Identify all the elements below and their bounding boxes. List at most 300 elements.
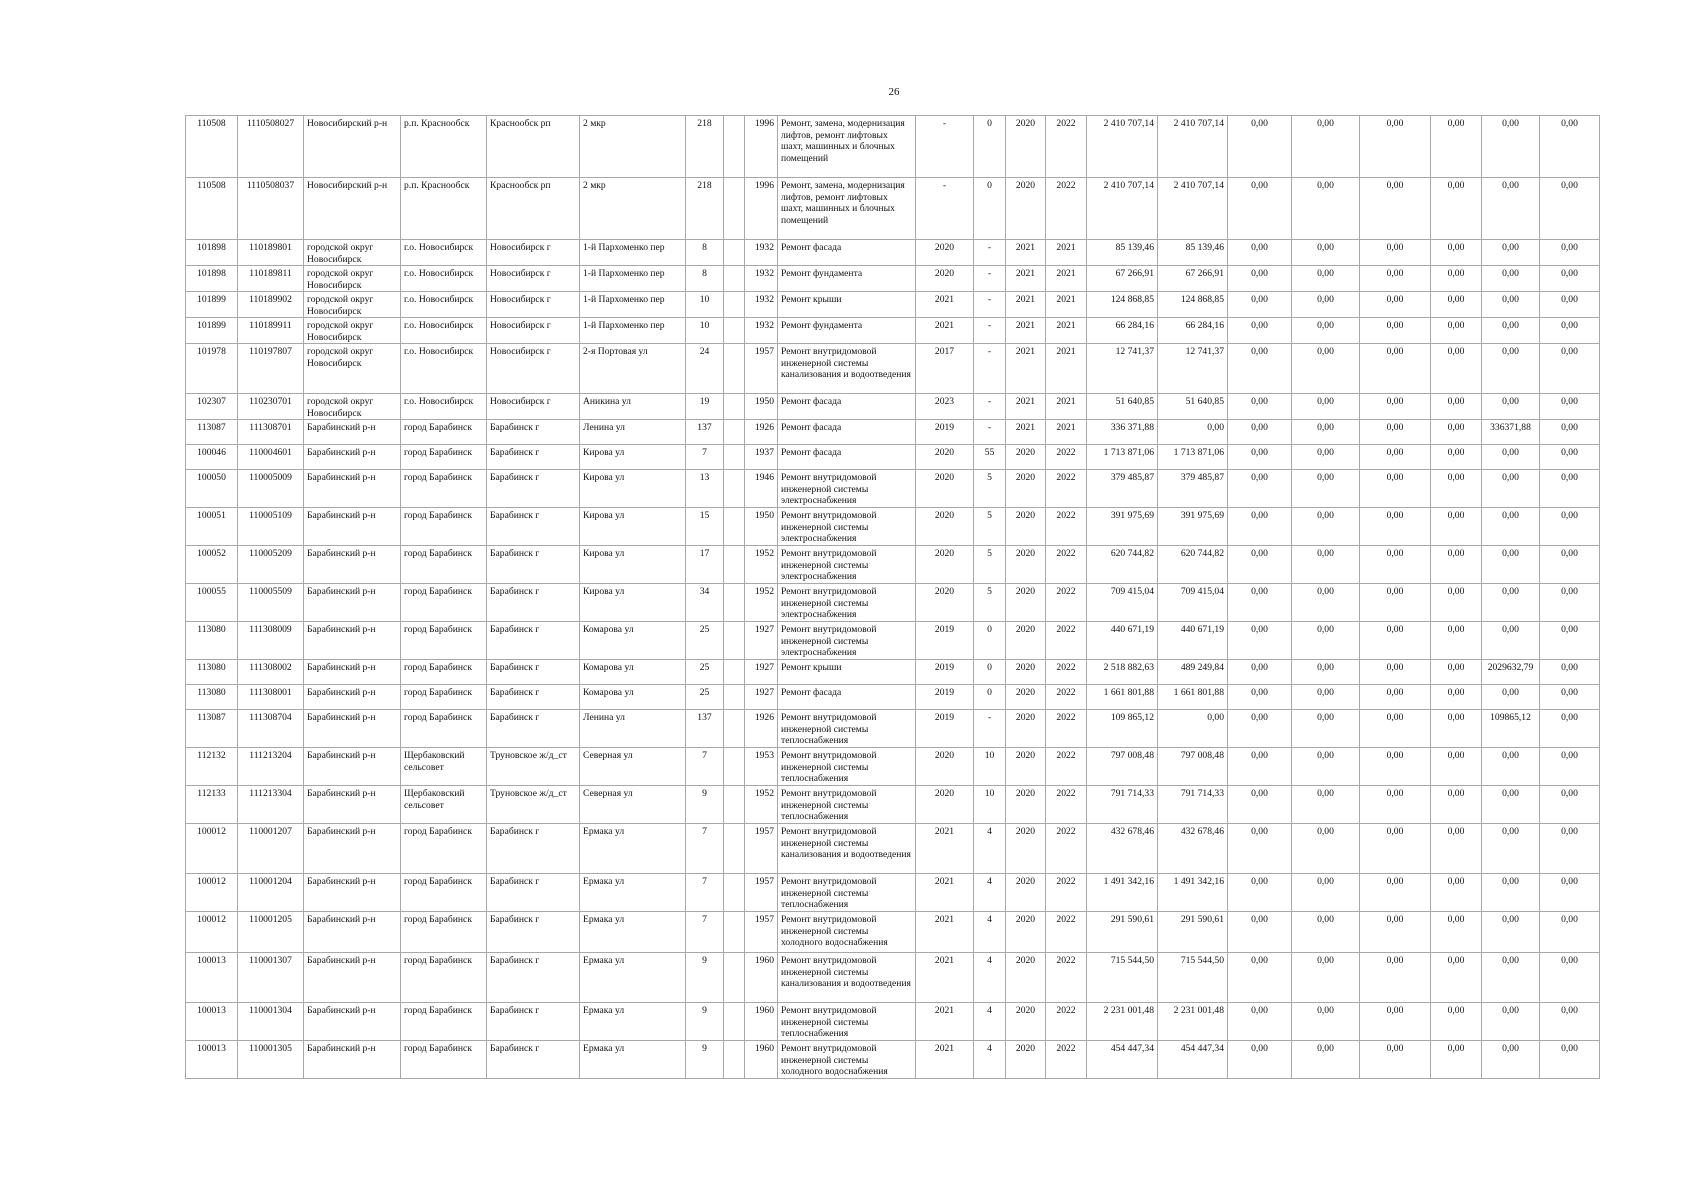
cell-total-cost: 454 447,34 [1087, 1041, 1158, 1079]
cell-municipality: город Барабинск [401, 584, 487, 622]
cell-owners-cost: 0,00 [1431, 660, 1482, 685]
cell-fund-cost: 291 590,61 [1158, 912, 1228, 953]
cell-owners-cost: 0,00 [1431, 445, 1482, 470]
cell-house-code: 100055 [186, 584, 238, 622]
cell-district: Новосибирский р-н [304, 178, 401, 240]
cell-house-number: 25 [686, 685, 724, 710]
cell-wear-percent: - [974, 318, 1006, 344]
cell-other-cost: 0,00 [1482, 178, 1540, 240]
cell-municipality: р.п. Краснообск [401, 116, 487, 178]
cell-federal-cost: 0,00 [1228, 470, 1292, 508]
cell-house-code: 110508 [186, 116, 238, 178]
cell-fund-cost: 1 491 342,16 [1158, 874, 1228, 912]
cell-last-repair-year: 2020 [916, 445, 974, 470]
cell-plan-end-year: 2022 [1046, 445, 1087, 470]
cell-local-cost: 0,00 [1360, 622, 1431, 660]
cell-plan-end-year: 2022 [1046, 622, 1087, 660]
cell-plan-end-year: 2022 [1046, 116, 1087, 178]
cell-other-cost: 0,00 [1482, 266, 1540, 292]
cell-building [724, 710, 745, 748]
cell-plan-end-year: 2022 [1046, 685, 1087, 710]
cell-plan-start-year: 2021 [1006, 344, 1046, 394]
cell-year-built: 1950 [745, 394, 778, 420]
cell-plan-end-year: 2022 [1046, 660, 1087, 685]
cell-municipality: город Барабинск [401, 953, 487, 1003]
cell-house-code: 101899 [186, 292, 238, 318]
cell-object-code: 110001204 [238, 874, 304, 912]
cell-total-cost: 2 410 707,14 [1087, 178, 1158, 240]
cell-district: Барабинский р-н [304, 546, 401, 584]
cell-building [724, 116, 745, 178]
cell-plan-end-year: 2022 [1046, 1041, 1087, 1079]
cell-street: Ермака ул [580, 824, 686, 874]
cell-work-type: Ремонт, замена, модернизация лифтов, ремонт лифтовых шахт, машинных и блочных помещений [778, 178, 916, 240]
cell-street: 1-й Пархоменко пер [580, 292, 686, 318]
cell-object-code: 1110508027 [238, 116, 304, 178]
cell-house-number: 7 [686, 912, 724, 953]
cell-fund-cost: 391 975,69 [1158, 508, 1228, 546]
cell-district: Барабинский р-н [304, 508, 401, 546]
cell-federal-cost: 0,00 [1228, 344, 1292, 394]
cell-year-built: 1927 [745, 660, 778, 685]
cell-district: городской округ Новосибирск [304, 292, 401, 318]
cell-municipality: г.о. Новосибирск [401, 344, 487, 394]
cell-fund-cost: 66 284,16 [1158, 318, 1228, 344]
table-row [186, 470, 1600, 508]
cell-locality: Краснообск рп [487, 116, 580, 178]
cell-work-type: Ремонт внутридомовой инженерной системы теплоснабжения [778, 710, 916, 748]
cell-locality: Барабинск г [487, 508, 580, 546]
cell-municipality: г.о. Новосибирск [401, 394, 487, 420]
cell-other-cost: 0,00 [1482, 445, 1540, 470]
cell-regional-cost: 0,00 [1292, 470, 1360, 508]
cell-owners-cost: 0,00 [1431, 685, 1482, 710]
cell-year-built: 1957 [745, 874, 778, 912]
cell-district: Барабинский р-н [304, 710, 401, 748]
cell-wear-percent: 10 [974, 786, 1006, 824]
cell-regional-cost: 0,00 [1292, 622, 1360, 660]
cell-regional-cost: 0,00 [1292, 912, 1360, 953]
cell-street: Ермака ул [580, 1041, 686, 1079]
cell-last-repair-year: 2023 [916, 394, 974, 420]
cell-fund-cost: 791 714,33 [1158, 786, 1228, 824]
cell-fund-cost: 85 139,46 [1158, 240, 1228, 266]
cell-total-cost: 440 671,19 [1087, 622, 1158, 660]
cell-street: Ермака ул [580, 1003, 686, 1041]
cell-local-cost: 0,00 [1360, 748, 1431, 786]
cell-total-cost: 620 744,82 [1087, 546, 1158, 584]
cell-last-repair-year: 2020 [916, 240, 974, 266]
cell-local-cost: 0,00 [1360, 1003, 1431, 1041]
cell-district: Барабинский р-н [304, 748, 401, 786]
cell-house-number: 9 [686, 953, 724, 1003]
cell-other-cost: 0,00 [1482, 116, 1540, 178]
cell-total-cost: 1 491 342,16 [1087, 874, 1158, 912]
cell-locality: Труновское ж/д_ст [487, 786, 580, 824]
cell-local-cost: 0,00 [1360, 344, 1431, 394]
cell-fund-cost: 709 415,04 [1158, 584, 1228, 622]
cell-building [724, 266, 745, 292]
cell-object-code: 110189911 [238, 318, 304, 344]
cell-locality: Новосибирск г [487, 266, 580, 292]
cell-federal-cost: 0,00 [1228, 824, 1292, 874]
cell-wear-percent: 55 [974, 445, 1006, 470]
cell-total-cost: 2 518 882,63 [1087, 660, 1158, 685]
cell-fund-cost: 12 741,37 [1158, 344, 1228, 394]
cell-local-cost: 0,00 [1360, 178, 1431, 240]
cell-object-code: 110005509 [238, 584, 304, 622]
cell-total-cost: 709 415,04 [1087, 584, 1158, 622]
cell-locality: Барабинск г [487, 953, 580, 1003]
cell-district: Барабинский р-н [304, 874, 401, 912]
cell-wear-percent: 4 [974, 874, 1006, 912]
cell-last-repair-year: 2020 [916, 470, 974, 508]
cell-building [724, 470, 745, 508]
cell-district: городской округ Новосибирск [304, 394, 401, 420]
cell-owners-cost: 0,00 [1431, 394, 1482, 420]
cell-owners-cost: 0,00 [1431, 874, 1482, 912]
cell-owners-cost: 0,00 [1431, 748, 1482, 786]
cell-house-code: 101898 [186, 266, 238, 292]
cell-regional-cost: 0,00 [1292, 546, 1360, 584]
cell-last-repair-year: 2021 [916, 912, 974, 953]
cell-work-type: Ремонт внутридомовой инженерной системы теплоснабжения [778, 786, 916, 824]
cell-street: Комарова ул [580, 685, 686, 710]
cell-federal-cost: 0,00 [1228, 394, 1292, 420]
cell-extra-cost: 0,00 [1540, 1003, 1600, 1041]
cell-municipality: город Барабинск [401, 874, 487, 912]
table-row [186, 912, 1600, 953]
table-row [186, 786, 1600, 824]
cell-wear-percent: 5 [974, 546, 1006, 584]
cell-wear-percent: 4 [974, 1041, 1006, 1079]
cell-total-cost: 51 640,85 [1087, 394, 1158, 420]
cell-building [724, 660, 745, 685]
cell-house-code: 100050 [186, 470, 238, 508]
cell-work-type: Ремонт внутридомовой инженерной системы теплоснабжения [778, 748, 916, 786]
cell-last-repair-year: 2021 [916, 292, 974, 318]
cell-building [724, 1003, 745, 1041]
cell-wear-percent: - [974, 344, 1006, 394]
cell-municipality: город Барабинск [401, 546, 487, 584]
cell-object-code: 111308009 [238, 622, 304, 660]
cell-total-cost: 797 008,48 [1087, 748, 1158, 786]
cell-federal-cost: 0,00 [1228, 420, 1292, 445]
cell-total-cost: 66 284,16 [1087, 318, 1158, 344]
cell-work-type: Ремонт внутридомовой инженерной системы электроснабжения [778, 622, 916, 660]
cell-regional-cost: 0,00 [1292, 292, 1360, 318]
cell-building [724, 546, 745, 584]
cell-work-type: Ремонт фасада [778, 240, 916, 266]
cell-year-built: 1932 [745, 266, 778, 292]
cell-house-code: 100013 [186, 953, 238, 1003]
cell-street: Ленина ул [580, 420, 686, 445]
cell-district: Барабинский р-н [304, 1041, 401, 1079]
cell-locality: Барабинск г [487, 685, 580, 710]
cell-municipality: город Барабинск [401, 420, 487, 445]
cell-other-cost: 0,00 [1482, 622, 1540, 660]
cell-object-code: 110189902 [238, 292, 304, 318]
cell-last-repair-year: - [916, 178, 974, 240]
cell-local-cost: 0,00 [1360, 584, 1431, 622]
cell-local-cost: 0,00 [1360, 824, 1431, 874]
cell-work-type: Ремонт фундамента [778, 318, 916, 344]
cell-owners-cost: 0,00 [1431, 470, 1482, 508]
cell-federal-cost: 0,00 [1228, 178, 1292, 240]
table-row [186, 660, 1600, 685]
cell-regional-cost: 0,00 [1292, 318, 1360, 344]
cell-wear-percent: 4 [974, 953, 1006, 1003]
cell-federal-cost: 0,00 [1228, 584, 1292, 622]
cell-object-code: 1110508037 [238, 178, 304, 240]
cell-owners-cost: 0,00 [1431, 318, 1482, 344]
table-row [186, 685, 1600, 710]
cell-object-code: 110001205 [238, 912, 304, 953]
cell-locality: Барабинск г [487, 660, 580, 685]
cell-plan-start-year: 2020 [1006, 786, 1046, 824]
cell-owners-cost: 0,00 [1431, 1041, 1482, 1079]
cell-house-code: 100052 [186, 546, 238, 584]
cell-plan-end-year: 2021 [1046, 344, 1087, 394]
cell-extra-cost: 0,00 [1540, 116, 1600, 178]
cell-wear-percent: 0 [974, 685, 1006, 710]
cell-house-code: 100013 [186, 1003, 238, 1041]
cell-plan-start-year: 2020 [1006, 748, 1046, 786]
cell-plan-end-year: 2022 [1046, 953, 1087, 1003]
cell-last-repair-year: 2020 [916, 748, 974, 786]
cell-year-built: 1927 [745, 622, 778, 660]
cell-work-type: Ремонт фасада [778, 445, 916, 470]
cell-street: Кирова ул [580, 470, 686, 508]
cell-street: Кирова ул [580, 508, 686, 546]
cell-fund-cost: 1 661 801,88 [1158, 685, 1228, 710]
cell-regional-cost: 0,00 [1292, 660, 1360, 685]
cell-regional-cost: 0,00 [1292, 584, 1360, 622]
cell-regional-cost: 0,00 [1292, 685, 1360, 710]
cell-fund-cost: 715 544,50 [1158, 953, 1228, 1003]
cell-year-built: 1960 [745, 1003, 778, 1041]
cell-other-cost: 0,00 [1482, 508, 1540, 546]
cell-fund-cost: 379 485,87 [1158, 470, 1228, 508]
cell-wear-percent: - [974, 420, 1006, 445]
cell-fund-cost: 797 008,48 [1158, 748, 1228, 786]
cell-house-number: 15 [686, 508, 724, 546]
cell-extra-cost: 0,00 [1540, 660, 1600, 685]
cell-year-built: 1950 [745, 508, 778, 546]
cell-house-number: 9 [686, 1003, 724, 1041]
cell-local-cost: 0,00 [1360, 266, 1431, 292]
cell-federal-cost: 0,00 [1228, 508, 1292, 546]
cell-house-number: 8 [686, 266, 724, 292]
cell-wear-percent: 0 [974, 622, 1006, 660]
cell-other-cost: 0,00 [1482, 584, 1540, 622]
cell-house-number: 9 [686, 1041, 724, 1079]
cell-locality: Краснообск рп [487, 178, 580, 240]
cell-object-code: 110005009 [238, 470, 304, 508]
cell-district: городской округ Новосибирск [304, 318, 401, 344]
table-row [186, 953, 1600, 1003]
cell-district: Барабинский р-н [304, 622, 401, 660]
cell-owners-cost: 0,00 [1431, 178, 1482, 240]
cell-building [724, 685, 745, 710]
cell-house-code: 113087 [186, 420, 238, 445]
cell-house-code: 110508 [186, 178, 238, 240]
cell-last-repair-year: 2020 [916, 786, 974, 824]
cell-plan-end-year: 2021 [1046, 318, 1087, 344]
cell-wear-percent: 10 [974, 748, 1006, 786]
cell-locality: Новосибирск г [487, 394, 580, 420]
cell-house-code: 101978 [186, 344, 238, 394]
cell-plan-start-year: 2020 [1006, 912, 1046, 953]
cell-house-number: 10 [686, 292, 724, 318]
cell-house-number: 7 [686, 824, 724, 874]
cell-last-repair-year: 2020 [916, 266, 974, 292]
cell-locality: Барабинск г [487, 546, 580, 584]
cell-wear-percent: 5 [974, 470, 1006, 508]
cell-local-cost: 0,00 [1360, 1041, 1431, 1079]
cell-total-cost: 12 741,37 [1087, 344, 1158, 394]
cell-other-cost: 0,00 [1482, 394, 1540, 420]
cell-federal-cost: 0,00 [1228, 710, 1292, 748]
cell-municipality: г.о. Новосибирск [401, 266, 487, 292]
cell-total-cost: 1 713 871,06 [1087, 445, 1158, 470]
cell-regional-cost: 0,00 [1292, 116, 1360, 178]
cell-federal-cost: 0,00 [1228, 318, 1292, 344]
cell-local-cost: 0,00 [1360, 710, 1431, 748]
cell-plan-start-year: 2021 [1006, 420, 1046, 445]
cell-work-type: Ремонт внутридомовой инженерной системы теплоснабжения [778, 1003, 916, 1041]
cell-district: Барабинский р-н [304, 660, 401, 685]
cell-fund-cost: 124 868,85 [1158, 292, 1228, 318]
cell-regional-cost: 0,00 [1292, 178, 1360, 240]
cell-extra-cost: 0,00 [1540, 546, 1600, 584]
cell-total-cost: 124 868,85 [1087, 292, 1158, 318]
table-row [186, 116, 1600, 178]
cell-year-built: 1957 [745, 912, 778, 953]
cell-work-type: Ремонт, замена, модернизация лифтов, ремонт лифтовых шахт, машинных и блочных помещений [778, 116, 916, 178]
cell-fund-cost: 0,00 [1158, 710, 1228, 748]
cell-plan-start-year: 2021 [1006, 318, 1046, 344]
cell-district: Барабинский р-н [304, 420, 401, 445]
cell-owners-cost: 0,00 [1431, 546, 1482, 584]
cell-object-code: 111213304 [238, 786, 304, 824]
table-row [186, 508, 1600, 546]
cell-building [724, 824, 745, 874]
cell-plan-end-year: 2022 [1046, 786, 1087, 824]
cell-other-cost: 0,00 [1482, 912, 1540, 953]
cell-regional-cost: 0,00 [1292, 1003, 1360, 1041]
cell-object-code: 111308001 [238, 685, 304, 710]
cell-street: 1-й Пархоменко пер [580, 266, 686, 292]
cell-street: 2 мкр [580, 116, 686, 178]
cell-object-code: 110189801 [238, 240, 304, 266]
cell-local-cost: 0,00 [1360, 546, 1431, 584]
cell-federal-cost: 0,00 [1228, 445, 1292, 470]
cell-owners-cost: 0,00 [1431, 710, 1482, 748]
cell-house-number: 25 [686, 660, 724, 685]
cell-plan-start-year: 2020 [1006, 874, 1046, 912]
cell-municipality: город Барабинск [401, 710, 487, 748]
table-row [186, 420, 1600, 445]
cell-wear-percent: - [974, 394, 1006, 420]
cell-extra-cost: 0,00 [1540, 824, 1600, 874]
cell-local-cost: 0,00 [1360, 685, 1431, 710]
table-row [186, 710, 1600, 748]
cell-total-cost: 336 371,88 [1087, 420, 1158, 445]
cell-fund-cost: 67 266,91 [1158, 266, 1228, 292]
cell-municipality: город Барабинск [401, 622, 487, 660]
cell-extra-cost: 0,00 [1540, 344, 1600, 394]
cell-regional-cost: 0,00 [1292, 786, 1360, 824]
cell-municipality: город Барабинск [401, 912, 487, 953]
cell-house-code: 112133 [186, 786, 238, 824]
cell-owners-cost: 0,00 [1431, 584, 1482, 622]
cell-federal-cost: 0,00 [1228, 685, 1292, 710]
cell-year-built: 1960 [745, 1041, 778, 1079]
cell-local-cost: 0,00 [1360, 912, 1431, 953]
cell-work-type: Ремонт крыши [778, 292, 916, 318]
cell-other-cost: 0,00 [1482, 786, 1540, 824]
cell-plan-start-year: 2020 [1006, 1003, 1046, 1041]
cell-extra-cost: 0,00 [1540, 240, 1600, 266]
cell-extra-cost: 0,00 [1540, 470, 1600, 508]
cell-house-code: 101898 [186, 240, 238, 266]
cell-federal-cost: 0,00 [1228, 748, 1292, 786]
cell-locality: Барабинск г [487, 710, 580, 748]
cell-house-number: 13 [686, 470, 724, 508]
cell-house-number: 9 [686, 786, 724, 824]
cell-house-number: 25 [686, 622, 724, 660]
cell-work-type: Ремонт внутридомовой инженерной системы электроснабжения [778, 470, 916, 508]
cell-house-code: 100013 [186, 1041, 238, 1079]
cell-year-built: 1952 [745, 584, 778, 622]
cell-plan-start-year: 2021 [1006, 394, 1046, 420]
cell-regional-cost: 0,00 [1292, 508, 1360, 546]
cell-municipality: Щербаковский сельсовет [401, 786, 487, 824]
table-row [186, 584, 1600, 622]
cell-street: 1-й Пархоменко пер [580, 240, 686, 266]
cell-street: Ермака ул [580, 874, 686, 912]
cell-work-type: Ремонт фасада [778, 394, 916, 420]
table-row [186, 318, 1600, 344]
cell-house-code: 100046 [186, 445, 238, 470]
table-row [186, 546, 1600, 584]
cell-local-cost: 0,00 [1360, 292, 1431, 318]
cell-year-built: 1937 [745, 445, 778, 470]
cell-owners-cost: 0,00 [1431, 1003, 1482, 1041]
cell-fund-cost: 620 744,82 [1158, 546, 1228, 584]
cell-owners-cost: 0,00 [1431, 622, 1482, 660]
cell-building [724, 508, 745, 546]
cell-building [724, 912, 745, 953]
table-row [186, 266, 1600, 292]
cell-street: Кирова ул [580, 445, 686, 470]
table-row [186, 874, 1600, 912]
cell-extra-cost: 0,00 [1540, 318, 1600, 344]
cell-district: городской округ Новосибирск [304, 266, 401, 292]
cell-extra-cost: 0,00 [1540, 266, 1600, 292]
cell-locality: Барабинск г [487, 584, 580, 622]
cell-federal-cost: 0,00 [1228, 953, 1292, 1003]
cell-building [724, 953, 745, 1003]
cell-work-type: Ремонт внутридомовой инженерной системы канализования и водоотведения [778, 344, 916, 394]
cell-house-number: 7 [686, 445, 724, 470]
cell-plan-start-year: 2020 [1006, 953, 1046, 1003]
cell-wear-percent: 5 [974, 508, 1006, 546]
cell-year-built: 1932 [745, 240, 778, 266]
cell-plan-end-year: 2022 [1046, 710, 1087, 748]
cell-other-cost: 2029632,79 [1482, 660, 1540, 685]
